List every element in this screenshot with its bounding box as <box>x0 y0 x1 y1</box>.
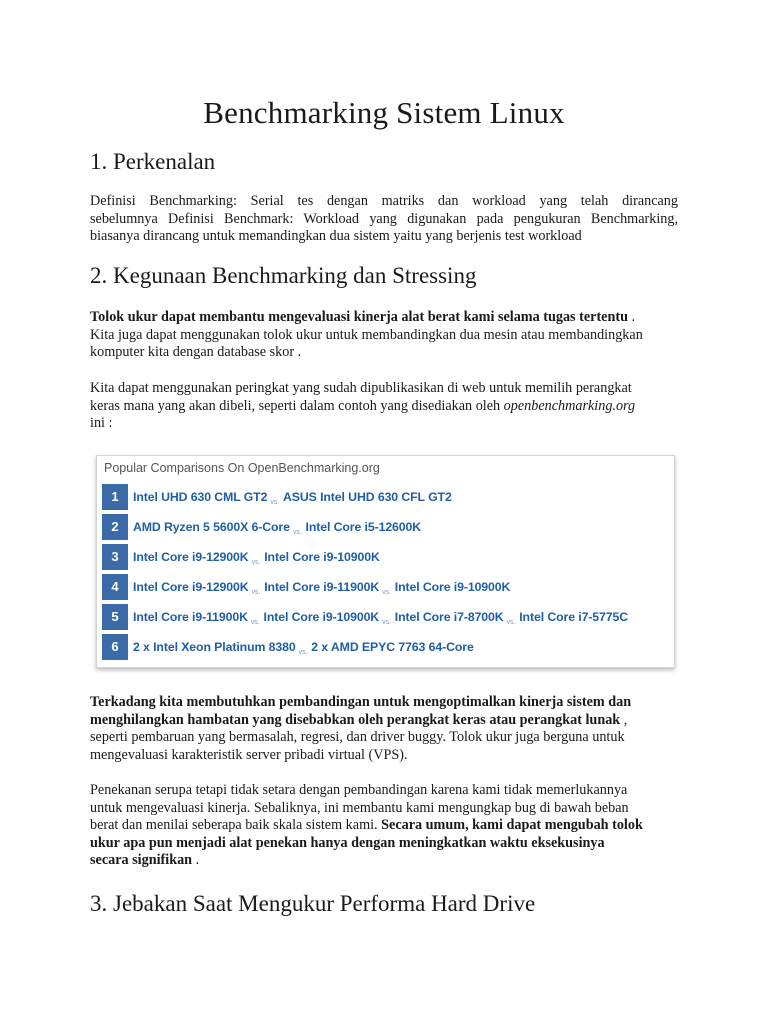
comparison-item-link[interactable]: Intel Core i5-12600K <box>305 520 422 534</box>
paragraph-line: Kita juga dapat menggunakan tolok ukur untuk membandingkan dua mesin atau membandingkan <box>90 326 643 343</box>
comparison-item-link[interactable]: 2 x AMD EPYC 7763 64-Core <box>311 640 474 654</box>
section-heading-kegunaan: 2. Kegunaan Benchmarking dan Stressing <box>90 263 477 288</box>
paragraph-line: seperti pembaruan yang bermasalah, regresi, dan driver buggy. Tolok ukur juga berguna untuk <box>90 729 625 745</box>
comparison-item-link[interactable]: 2 x Intel Xeon Platinum 8380 <box>133 640 296 654</box>
comparison-row <box>102 574 667 600</box>
vs-separator: vs. <box>250 619 260 626</box>
comparison-items <box>133 574 510 600</box>
paragraph-line: komputer kita dengan database skor . <box>90 344 302 360</box>
comparison-row <box>102 514 667 540</box>
comparison-items <box>133 484 452 510</box>
comparison-items <box>133 634 474 660</box>
bold-text: menghilangkan hambatan yang disebabkan oleh perangkat keras atau perangkat lunak <box>90 711 621 728</box>
comparison-rank-badge: 6 <box>102 634 128 660</box>
paragraph-line: Kita dapat menggunakan peringkat yang sudah dipublikasikan di web untuk memilih perangkat <box>90 380 632 396</box>
comparison-item-link[interactable]: Intel Core i7-5775C <box>519 610 629 624</box>
openbenchmarking-link[interactable]: openbenchmarking.org <box>503 397 636 414</box>
paragraph-penekanan <box>90 782 678 870</box>
comparison-item-link[interactable]: ASUS Intel UHD 630 CFL GT2 <box>283 490 452 504</box>
comparison-row <box>102 634 667 660</box>
comparison-row <box>102 544 667 570</box>
comparison-item-link[interactable]: Intel UHD 630 CML GT2 <box>133 490 268 504</box>
comparison-rank-badge: 2 <box>102 514 128 540</box>
bold-text: secara signifikan <box>90 852 193 868</box>
comparison-rank-badge: 4 <box>102 574 128 600</box>
vs-separator: vs. <box>251 559 261 566</box>
comparison-row <box>102 484 667 510</box>
section-heading-perkenalan: 1. Perkenalan <box>90 149 216 174</box>
paragraph-text: keras mana yang akan dibeli, seperti dalam contoh yang disediakan oleh <box>90 397 504 414</box>
comparison-item-link[interactable]: Intel Core i7-8700K <box>394 610 504 624</box>
paragraph-line: sebelumnya Definisi Benchmark: Workload yang digunakan pada pengukuran Benchmarking, <box>90 210 678 227</box>
paragraph-line: Definisi Benchmarking: Serial tes dengan matriks dan workload yang telah dirancang <box>90 193 678 209</box>
bold-text: ukur apa pun menjadi alat penekan hanya dengan meningkatkan waktu eksekusinya <box>90 834 605 851</box>
vs-separator: vs. <box>382 619 391 626</box>
bold-text: Terkadang kita membutuhkan pembandingan untuk mengoptimalkan kinerja sistem dan <box>90 694 632 710</box>
paragraph-text: , <box>620 711 628 728</box>
bold-text: Secara umum, kami dapat mengubah tolok <box>381 817 643 833</box>
comparison-item-link[interactable]: Intel Core i9-12900K <box>133 580 249 594</box>
comparisons-card <box>96 455 675 668</box>
comparison-item-link[interactable]: Intel Core i9-10900K <box>264 550 380 564</box>
comparison-items <box>133 604 628 630</box>
vs-separator: vs. <box>251 589 261 596</box>
vs-separator: vs. <box>270 499 279 506</box>
comparison-item-link[interactable]: Intel Core i9-12900K <box>133 550 249 564</box>
comparison-item-link[interactable]: Intel Core i9-11900K <box>133 610 248 624</box>
comparison-item-link[interactable]: AMD Ryzen 5 5600X 6-Core <box>133 520 290 534</box>
paragraph-text: berat dan menilai seberapa baik skala sistem kami. <box>90 817 382 833</box>
comparison-item-link[interactable]: Intel Core i9-11900K <box>264 580 380 594</box>
paragraph-line: ini : <box>90 415 113 431</box>
paragraph-tolok-ukur <box>90 309 678 362</box>
vs-separator: vs. <box>382 589 391 596</box>
paragraph-text: . <box>192 852 200 868</box>
comparison-rank-badge: 3 <box>102 544 128 570</box>
paragraph-line: Penekanan serupa tetapi tidak setara dengan pembandingan karena kami tidak memerlukannya <box>90 782 628 798</box>
paragraph-line: biasanya dirancang untuk memandingkan dua sistem yaitu yang berjenis test workload <box>90 228 582 244</box>
paragraph-terkadang <box>90 694 678 764</box>
paragraph-text: . <box>627 309 636 325</box>
paragraph-line: untuk mengevaluasi kinerja. Sebaliknya, ini membantu kami mengungkap bug di bawah beban <box>90 799 629 816</box>
paragraph-line: mengevaluasi karakteristik server pribadi virtual (VPS). <box>90 746 408 763</box>
bold-text: Tolok ukur dapat membantu mengevaluasi kinerja alat berat kami selama tugas tertentu <box>90 309 628 325</box>
comparison-item-link[interactable]: Intel Core i9-10900K <box>263 610 380 624</box>
comparison-rank-badge: 5 <box>102 604 128 630</box>
comparison-row <box>102 604 667 630</box>
comparison-item-link[interactable]: Intel Core i9-10900K <box>394 580 511 594</box>
paragraph-peringkat <box>90 380 678 433</box>
vs-separator: vs. <box>292 529 302 536</box>
paragraph-definisi <box>90 193 678 246</box>
comparisons-card-title: Popular Comparisons On OpenBenchmarking.org <box>104 461 380 475</box>
comparison-items <box>133 544 380 570</box>
vs-separator: vs. <box>298 649 308 656</box>
section-heading-jebakan: 3. Jebakan Saat Mengukur Performa Hard Drive <box>90 891 536 916</box>
document-title: Benchmarking Sistem Linux <box>203 95 565 130</box>
comparison-rank-badge: 1 <box>102 484 128 510</box>
vs-separator: vs. <box>506 619 516 626</box>
comparison-items <box>133 514 421 540</box>
